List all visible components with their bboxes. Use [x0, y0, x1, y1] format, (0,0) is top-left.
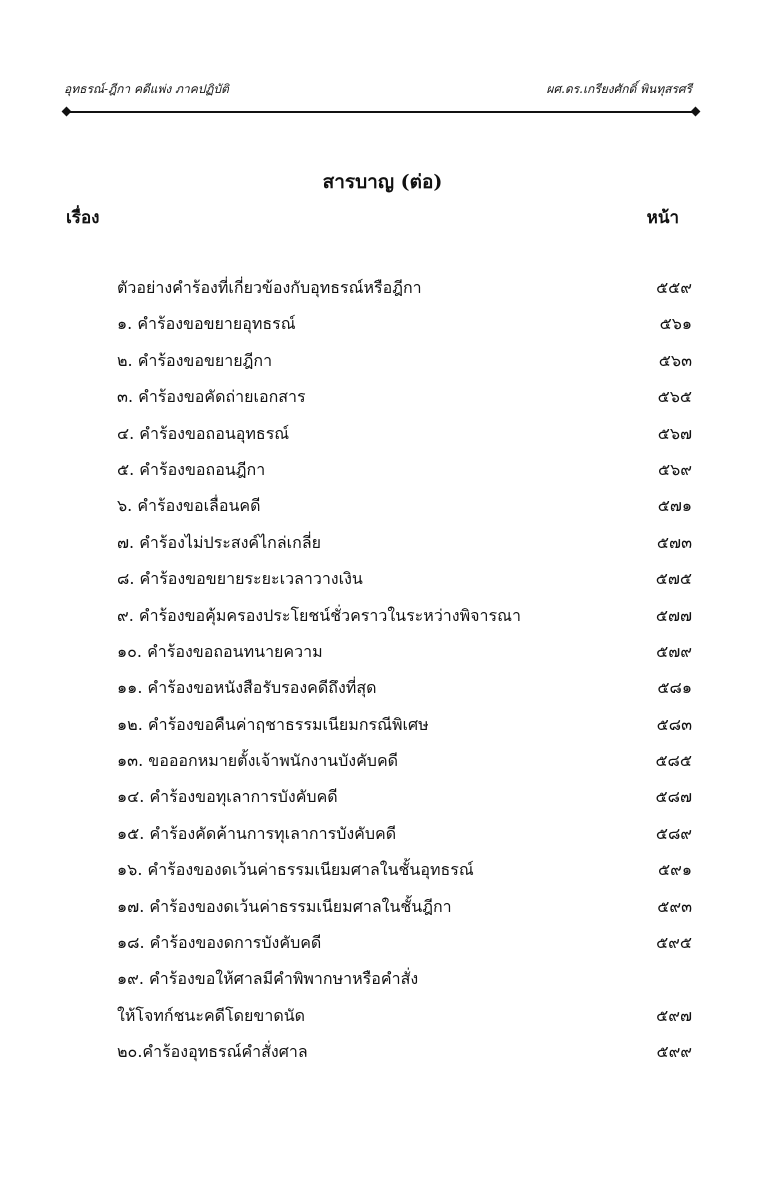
toc-entry-page: ๕๖๗ — [657, 423, 692, 443]
toc-entry-page: ๕๗๗ — [655, 605, 692, 625]
toc-entry-page: ๕๙๑ — [658, 860, 692, 880]
toc-entry[interactable] — [117, 421, 692, 457]
toc-entry-title: ๒. คำร้องขอขยายฎีกา — [117, 350, 273, 370]
header-rule — [66, 111, 696, 113]
toc-entry[interactable] — [117, 639, 692, 675]
toc-entry[interactable] — [117, 966, 692, 1002]
toc-entry-page: ๕๕๙ — [656, 278, 692, 297]
toc-entry-title: ๑๕. คำร้องคัดค้านการทุเลาการบังคับคดี — [117, 823, 397, 843]
toc-entry-page: ๕๘๙ — [655, 823, 692, 843]
toc-entry[interactable] — [117, 930, 692, 966]
header-book-title: อุทธรณ์-ฎีกา คดีแพ่ง ภาคปฏิบัติ — [64, 82, 229, 96]
toc-entry-title: ๖. คำร้องขอเลื่อนคดี — [117, 496, 261, 516]
toc-entry-page: ๕๗๓ — [656, 532, 692, 552]
toc-list — [117, 275, 692, 1076]
toc-entry[interactable] — [117, 748, 692, 784]
toc-entry[interactable] — [117, 275, 692, 311]
toc-entry-page: ๕๖๕ — [657, 387, 692, 407]
toc-entry-page: ๕๖๙ — [658, 459, 692, 479]
toc-entry-page: ๕๗๑ — [657, 496, 692, 516]
topic-column-heading: เรื่อง — [66, 208, 100, 228]
header-author: ผศ.ดร.เกรียงศักดิ์ พินทุสรศรี — [546, 82, 692, 96]
toc-entry-page: ๕๗๕ — [655, 569, 692, 589]
toc-entry-title: ๑๗. คำร้องของดเว้นค่าธรรมเนียมศาลในชั้นฎีกา — [117, 896, 452, 916]
toc-entry-page: ๕๘๑ — [657, 678, 692, 698]
toc-entry-title: ๘. คำร้องขอขยายระยะเวลาวางเงิน — [117, 569, 363, 589]
toc-entry-title: ๓. คำร้องขอคัดถ่ายเอกสาร — [117, 387, 306, 407]
running-header — [64, 80, 696, 102]
toc-entry-page: ๕๘๓ — [656, 714, 692, 734]
toc-entry-title: ๕. คำร้องขอถอนฎีกา — [117, 459, 266, 479]
toc-entry-title: ๑๓. ขอออกหมายตั้งเจ้าพนักงานบังคับคดี — [117, 751, 399, 771]
rule-left-diamond-icon — [62, 107, 72, 117]
toc-entry-page: ๕๖๓ — [658, 350, 692, 370]
toc-entry[interactable] — [117, 821, 692, 857]
toc-entry[interactable] — [117, 566, 692, 602]
toc-entry-page: ๕๙๗ — [656, 1005, 692, 1025]
page-column-heading: หน้า — [646, 208, 679, 228]
toc-entry[interactable] — [117, 857, 692, 893]
toc-entry-title: ๔. คำร้องขอถอนอุทธรณ์ — [117, 423, 290, 443]
toc-entry[interactable] — [117, 493, 692, 529]
rule-right-diamond-icon — [691, 107, 701, 117]
toc-entry-title: ให้โจทก์ชนะคดีโดยขาดนัด — [117, 1005, 306, 1025]
toc-entry-title: ๙. คำร้องขอคุ้มครองประโยชน์ชั่วคราวในระหว่างพิจารณา — [117, 605, 521, 625]
toc-entry[interactable] — [117, 894, 692, 930]
toc-entry-title: ๑. คำร้องขอขยายอุทธรณ์ — [117, 314, 296, 334]
toc-entry[interactable] — [117, 311, 692, 347]
toc-entry[interactable] — [117, 457, 692, 493]
toc-entry-title: ๑๙. คำร้องขอให้ศาลมีคำพิพากษาหรือคำสั่ง — [117, 969, 419, 989]
toc-entry-title: ๑๖. คำร้องของดเว้นค่าธรรมเนียมศาลในชั้นอุทธรณ์ — [117, 860, 474, 880]
toc-entry-page: ๕๘๗ — [655, 787, 692, 807]
toc-entry-title: ๒๐.คำร้องอุทธรณ์คำสั่งศาล — [117, 1042, 308, 1062]
toc-entry-page: ๕๖๑ — [659, 314, 692, 334]
toc-entry-title: ๗. คำร้องไม่ประสงค์ไกล่เกลี่ย — [117, 532, 321, 552]
toc-entry-title: ๑๒. คำร้องขอคืนค่าฤชาธรรมเนียมกรณีพิเศษ — [117, 714, 429, 734]
toc-entry-title: ๑๑. คำร้องขอหนังสือรับรองคดีถึงที่สุด — [117, 678, 377, 698]
page-title: สารบาญ (ต่อ) — [322, 171, 443, 193]
toc-entry[interactable] — [117, 603, 692, 639]
toc-entry[interactable] — [117, 1003, 692, 1039]
toc-entry[interactable] — [117, 712, 692, 748]
toc-entry-title: ตัวอย่างคำร้องที่เกี่ยวข้องกับอุทธรณ์หรือฎีกา — [117, 278, 422, 297]
toc-entry-page: ๕๘๕ — [655, 751, 692, 771]
toc-entry-page: ๕๙๙ — [656, 1042, 692, 1062]
toc-entry-page: ๕๙๕ — [656, 933, 692, 953]
toc-entry[interactable] — [117, 1039, 692, 1075]
toc-entry-title: ๑๔. คำร้องขอทุเลาการบังคับคดี — [117, 787, 338, 807]
toc-entry[interactable] — [117, 348, 692, 384]
toc-entry[interactable] — [117, 784, 692, 820]
toc-entry-page: ๕๙๓ — [657, 896, 692, 916]
toc-entry[interactable] — [117, 384, 692, 420]
toc-entry-title: ๑๘. คำร้องของดการบังคับคดี — [117, 933, 322, 953]
toc-entry-page: ๕๗๙ — [656, 641, 692, 661]
toc-entry[interactable] — [117, 530, 692, 566]
toc-entry-title: ๑๐. คำร้องขอถอนทนายความ — [117, 641, 323, 661]
toc-entry[interactable] — [117, 675, 692, 711]
